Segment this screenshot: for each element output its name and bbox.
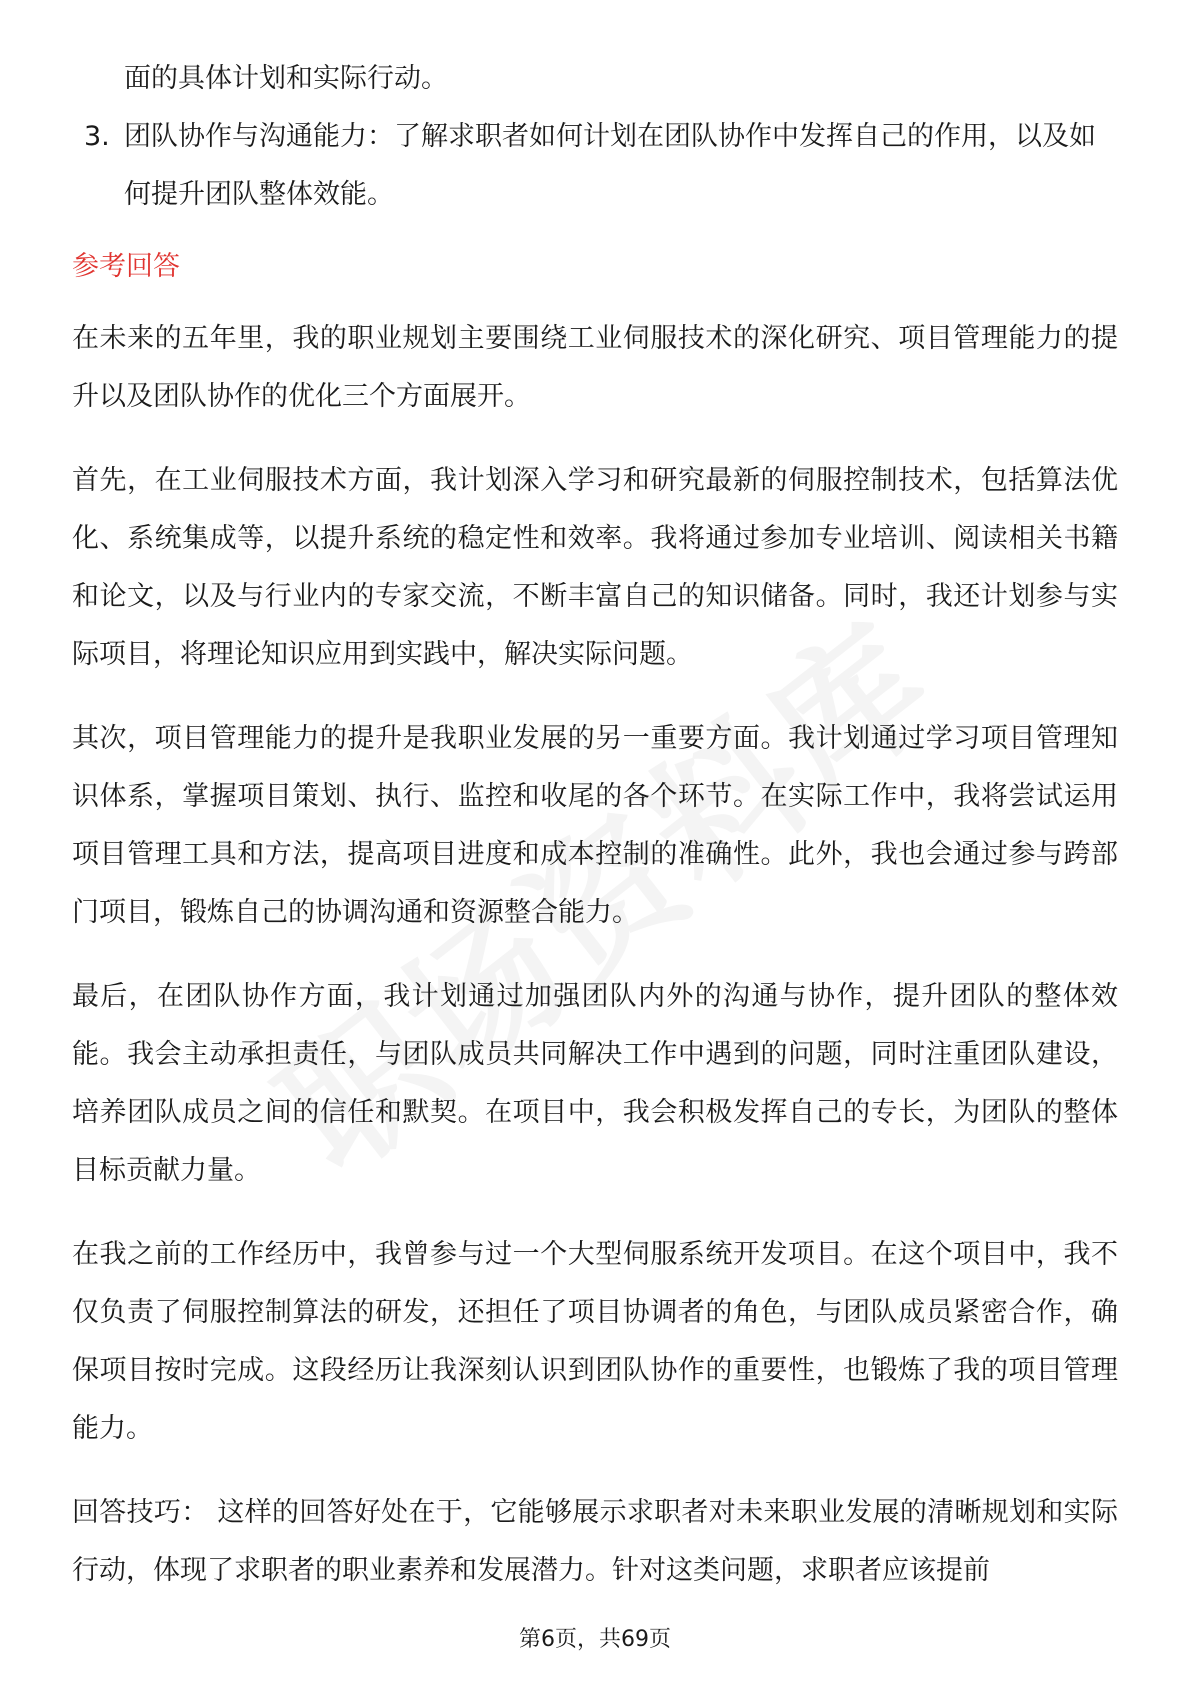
list-item-3	[72, 108, 1118, 224]
page-content	[72, 50, 1118, 1600]
page-number: 第6页，共69页	[519, 1627, 671, 1652]
paragraph-project-management: 其次，项目管理能力的提升是我职业发展的另一重要方面。我计划通过学习项目管理知识体系，掌握项目策划、执行、监控和收尾的各个环节。在实际工作中，我将尝试运用项目管理工具和方法，提高项目进度和成本控制的准确性。此外，我也会通过参与跨部门项目，锻炼自己的协调沟通和资源整合能力。	[72, 723, 1118, 928]
list-item-number: 3.	[84, 121, 110, 152]
section-title: 参考回答	[72, 251, 180, 282]
list-item-continuation: 面的具体计划和实际行动。	[124, 63, 448, 94]
answer-tip: 回答技巧： 这样的回答好处在于，它能够展示求职者对未来职业发展的清晰规划和实际行动，体现了求职者的职业素养和发展潜力。针对这类问题，求职者应该提前	[72, 1497, 1118, 1586]
paragraph-technology: 首先，在工业伺服技术方面，我计划深入学习和研究最新的伺服控制技术，包括算法优化、系统集成等，以提升系统的稳定性和效率。我将通过参加专业培训、阅读相关书籍和论文，以及与行业内的专家交流，不断丰富自己的知识储备。同时，我还计划参与实际项目，将理论知识应用到实践中，解决实际问题。	[72, 465, 1118, 670]
paragraph-teamwork: 最后，在团队协作方面，我计划通过加强团队内外的沟通与协作，提升团队的整体效能。我会主动承担责任，与团队成员共同解决工作中遇到的问题，同时注重团队建设，培养团队成员之间的信任和默契。在项目中，我会积极发挥自己的专长，为团队的整体目标贡献力量。	[72, 981, 1118, 1186]
paragraph-intro: 在未来的五年里，我的职业规划主要围绕工业伺服技术的深化研究、项目管理能力的提升以及团队协作的优化三个方面展开。	[72, 323, 1118, 412]
list-item-text: 团队协作与沟通能力：了解求职者如何计划在团队协作中发挥自己的作用，以及如何提升团队整体效能。	[124, 121, 1096, 210]
paragraph-experience: 在我之前的工作经历中，我曾参与过一个大型伺服系统开发项目。在这个项目中，我不仅负责了伺服控制算法的研发，还担任了项目协调者的角色，与团队成员紧密合作，确保项目按时完成。这段经历让我深刻认识到团队协作的重要性，也锻炼了我的项目管理能力。	[72, 1239, 1118, 1444]
